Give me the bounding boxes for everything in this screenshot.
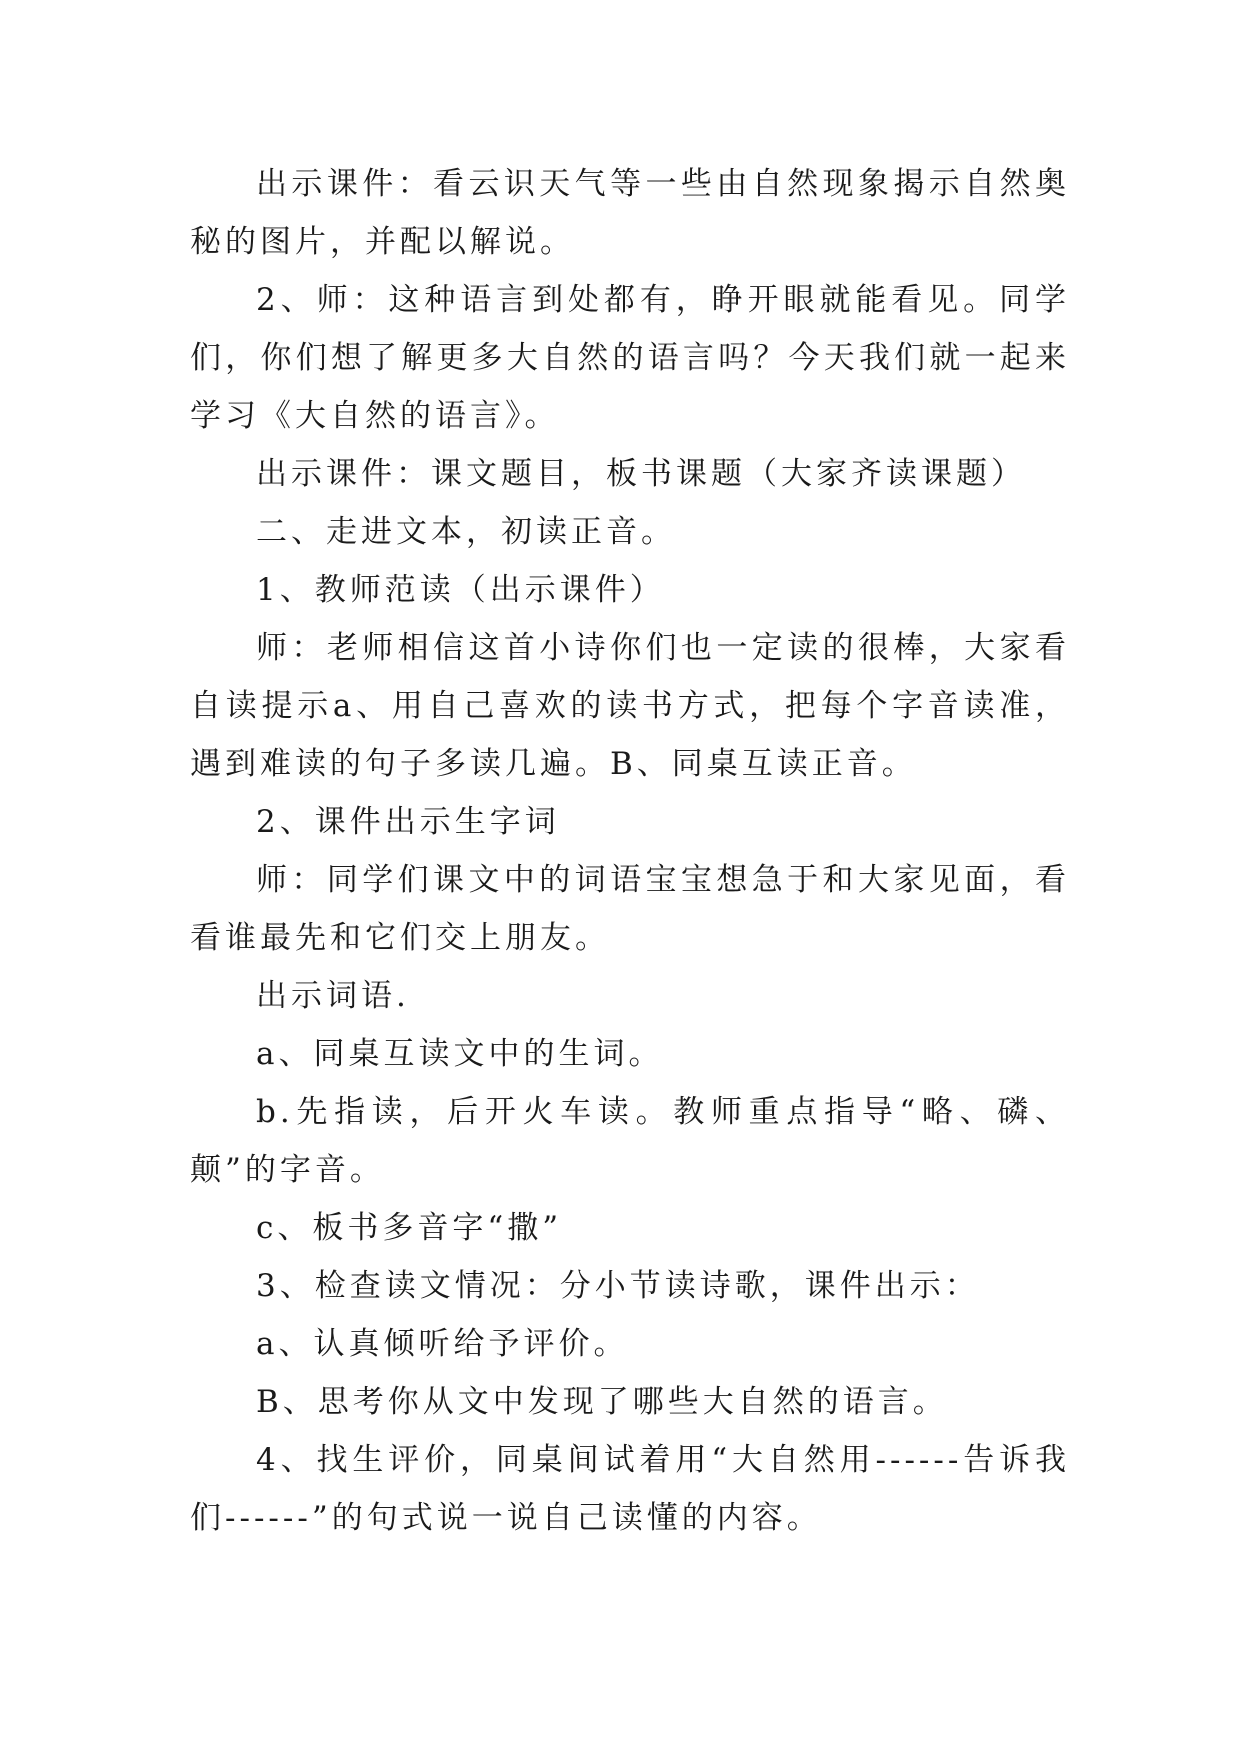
paragraph-2: 2、师：这种语言到处都有，睁开眼就能看见。同学们，你们想了解更多大自然的语言吗？今天我们就一起来学习《大自然的语言》。: [190, 282, 1070, 434]
paragraph-14: a、认真倾听给予评价。: [256, 1326, 629, 1362]
paragraph-12: c、板书多音字“撒”: [256, 1210, 563, 1246]
paragraph-7: 2、课件出示生字词: [256, 804, 560, 840]
paragraph-1: 出示课件：看云识天气等一些由自然现象揭示自然奥秘的图片，并配以解说。: [190, 166, 1070, 260]
paragraph-11: b.先指读，后开火车读。教师重点指导“略、磷、颠”的字音。: [190, 1094, 1070, 1188]
paragraph-8: 师：同学们课文中的词语宝宝想急于和大家见面，看看谁最先和它们交上朋友。: [190, 862, 1070, 956]
paragraph-13: 3、检查读文情况：分小节读诗歌，课件出示：: [256, 1268, 980, 1304]
document-body: [190, 155, 1070, 1547]
paragraph-16: 4、找生评价，同桌间试着用“大自然用------告诉我们------”的句式说一说自己读懂的内容。: [190, 1442, 1070, 1536]
paragraph-6: 师：老师相信这首小诗你们也一定读的很棒，大家看自读提示a、用自己喜欢的读书方式，把每个字音读准，遇到难读的句子多读几遍。B、同桌互读正音。: [190, 630, 1070, 782]
paragraph-3: 出示课件：课文题目，板书课题（大家齐读课题）: [256, 456, 1026, 492]
paragraph-15: B、思考你从文中发现了哪些大自然的语言。: [256, 1384, 948, 1420]
paragraph-9: 出示词语.: [256, 978, 410, 1014]
paragraph-5: 1、教师范读（出示课件）: [256, 572, 665, 608]
paragraph-10: a、同桌互读文中的生词。: [256, 1036, 664, 1072]
section-heading-2: 二、走进文本，初读正音。: [256, 514, 676, 550]
